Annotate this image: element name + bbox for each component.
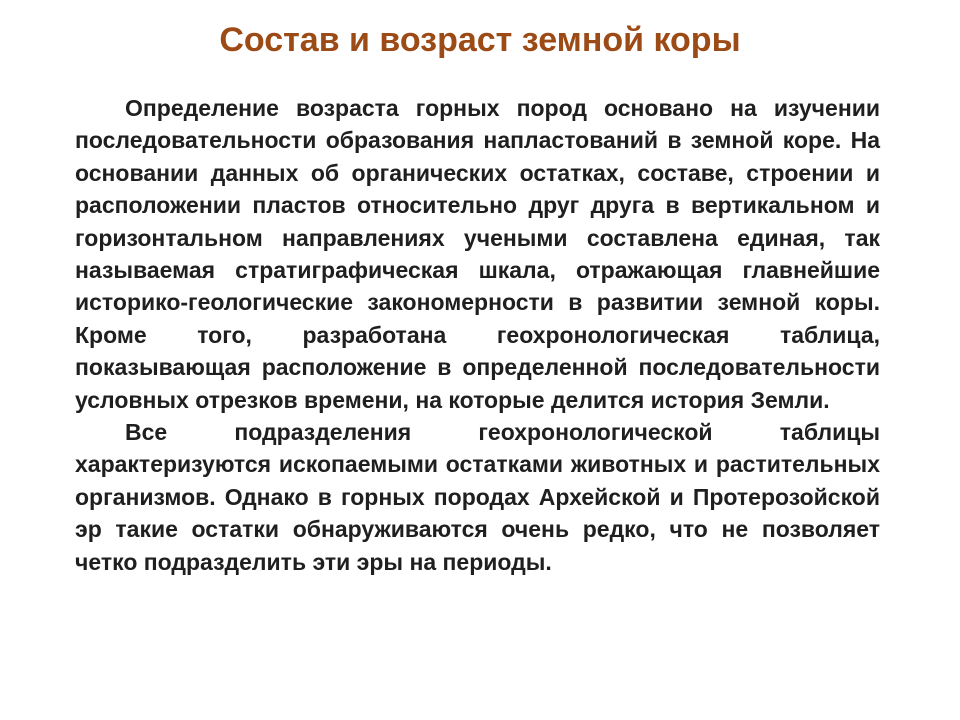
paragraph-age-determination: Определение возраста горных пород основано на изучении последовательности образования напластований в земной коре. На основании данных об органических остатках, составе, строении и расположении пластов относительно друг друга в вертикальном и горизонтальном направлениях учеными составлена единая, так называемая стратиграфическая шкала, отражающая главнейшие историко-геологические закономерности в развитии земной коры. Кроме того, разработана геохронологическая таблица, показывающая расположение в определенной последовательности условных отрезков времени, на которые делится история Земли.: [75, 95, 880, 413]
paragraph-geochronological-divisions: Все подразделения геохронологической таблицы характеризуются ископаемыми остатками животных и растительных организмов. Однако в горных породах Архейской и Протерозойской эр такие остатки обнаруживаются очень редко, что не позволяет четко подразделить эти эры на периоды.: [75, 419, 880, 575]
slide-body: [75, 92, 880, 578]
slide-title: Состав и возраст земной коры: [219, 21, 741, 59]
